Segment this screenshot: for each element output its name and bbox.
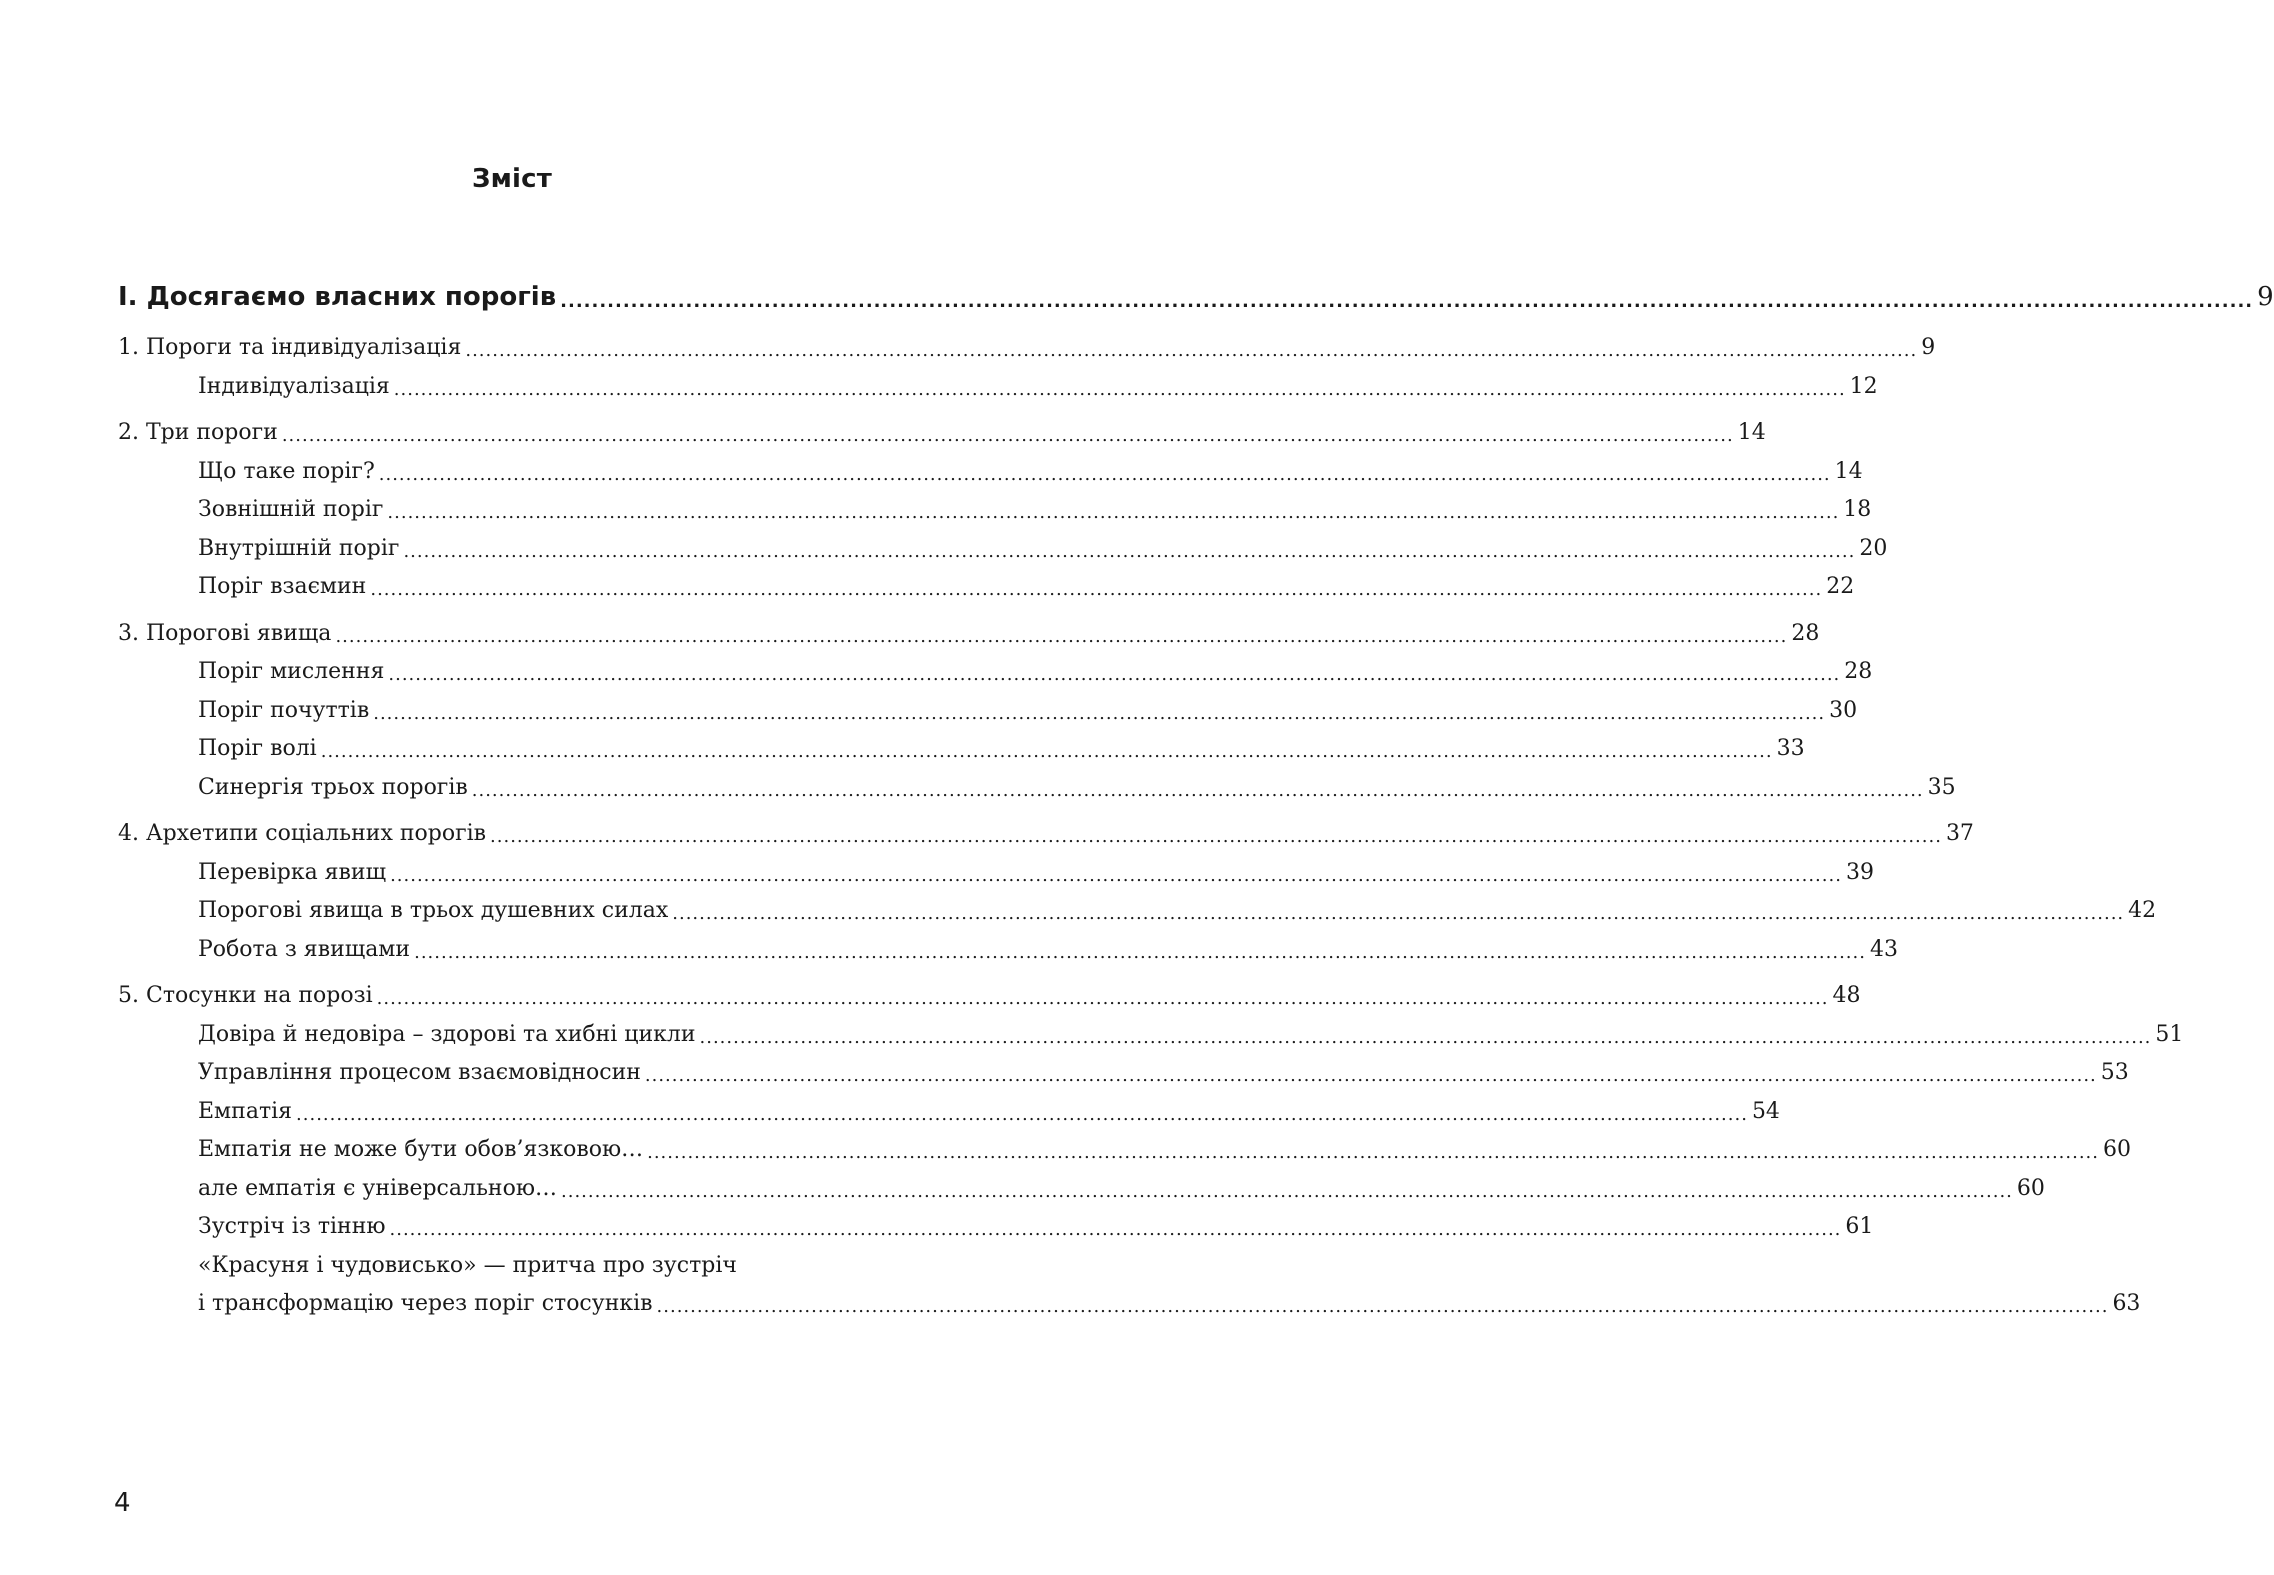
toc-page-number: 28 xyxy=(1791,620,1820,646)
toc-page-number: 48 xyxy=(1832,983,1861,1008)
toc-section[interactable] xyxy=(118,1208,1874,1247)
dot-leader xyxy=(560,280,2253,306)
toc-section[interactable] xyxy=(118,653,1873,692)
dot-leader xyxy=(403,533,1855,555)
toc-section-label: Поріг мислення xyxy=(198,659,385,684)
page-title: Зміст xyxy=(471,164,553,194)
dot-leader xyxy=(335,618,1787,640)
toc-section-label: Поріг почуттів xyxy=(198,697,370,723)
toc-section-label: Що таке поріг? xyxy=(198,458,375,484)
toc-page-number: 14 xyxy=(1834,458,1863,484)
dot-leader xyxy=(465,332,1917,354)
toc-page-number: 37 xyxy=(1945,821,1974,846)
dot-leader xyxy=(377,980,1829,1002)
toc-section-label: Перевірка явищ xyxy=(198,859,387,885)
toc-section-label: Довіра й недовіра – здорові та хибні цикли xyxy=(198,1021,696,1047)
toc-section-label: Поріг волі xyxy=(198,736,317,761)
dot-leader xyxy=(373,695,1825,717)
dot-leader xyxy=(321,733,1773,755)
toc-section-label: Управління процесом взаємовідносин xyxy=(198,1060,641,1085)
toc-section[interactable] xyxy=(118,1170,2045,1209)
toc-section[interactable] xyxy=(118,491,1872,530)
dot-leader xyxy=(647,1134,2099,1156)
toc-section-label: і трансформацію через поріг стосунків xyxy=(198,1291,653,1316)
toc-page-number: 12 xyxy=(1849,373,1878,399)
toc-chapter-4[interactable] xyxy=(118,815,1974,854)
toc-section[interactable] xyxy=(118,1054,2129,1093)
dot-leader xyxy=(657,1288,2109,1310)
page-number: 4 xyxy=(114,1488,131,1518)
toc-page-number: 14 xyxy=(1737,420,1766,445)
dot-leader xyxy=(645,1057,2097,1079)
toc-page-number: 51 xyxy=(2155,1021,2184,1047)
toc-section-label: Поріг взаємин xyxy=(198,574,367,599)
toc-chapter-2[interactable] xyxy=(118,414,1766,453)
toc-section[interactable] xyxy=(118,1016,2184,1055)
toc-chapter-label: 3. Порогові явища xyxy=(118,620,332,646)
dot-leader xyxy=(379,456,1831,478)
dot-leader xyxy=(490,818,1942,840)
dot-leader xyxy=(394,371,1846,393)
toc-page-number: 28 xyxy=(1844,659,1873,684)
toc-section-label: Порогові явища в трьох душевних силах xyxy=(198,898,669,923)
toc-section-label: Робота з явищами xyxy=(198,936,411,962)
toc-section[interactable] xyxy=(118,1131,2131,1170)
toc-page-number: 42 xyxy=(2128,898,2157,923)
toc-part-1[interactable] xyxy=(118,275,2274,319)
toc-section[interactable] xyxy=(118,453,1863,492)
toc-page-number: 43 xyxy=(1869,936,1898,962)
toc-page-number: 63 xyxy=(2112,1291,2141,1316)
toc-page-number: 60 xyxy=(2016,1175,2045,1201)
toc-page-number: 9 xyxy=(1921,335,1936,360)
dot-leader xyxy=(370,571,1822,593)
dot-leader xyxy=(387,494,1839,516)
toc-section[interactable] xyxy=(118,769,1956,808)
toc-section[interactable] xyxy=(118,368,1878,407)
dot-leader xyxy=(388,656,1840,678)
toc-chapter-label: 4. Архетипи соціальних порогів xyxy=(118,821,487,846)
toc-chapter-label: 2. Три пороги xyxy=(118,420,278,445)
toc-section[interactable] xyxy=(118,692,1858,731)
toc-section-label: Емпатія xyxy=(198,1098,293,1124)
toc-section[interactable] xyxy=(118,931,1898,970)
toc-chapter-label: 1. Пороги та індивідуалізація xyxy=(118,335,462,360)
toc-section[interactable] xyxy=(118,892,2157,931)
dot-leader xyxy=(561,1173,2013,1195)
toc-page-number: 61 xyxy=(1845,1214,1874,1239)
toc-page-number: 53 xyxy=(2100,1060,2129,1085)
toc-chapter-label: 5. Стосунки на порозі xyxy=(118,983,373,1008)
toc-chapter-3[interactable] xyxy=(118,615,1820,654)
toc-section[interactable] xyxy=(118,854,1874,893)
toc-page-number: 20 xyxy=(1859,535,1888,561)
toc-section-label: Синергія трьох порогів xyxy=(198,774,468,800)
toc-section-label: Зовнішній поріг xyxy=(198,497,384,522)
toc-chapter-1[interactable] xyxy=(118,329,1936,368)
toc-section-label: але емпатія є універсальною… xyxy=(198,1175,557,1201)
dot-leader xyxy=(390,857,1842,879)
dot-leader xyxy=(414,934,1866,956)
toc-section-label: Внутрішній поріг xyxy=(198,535,400,561)
toc-section[interactable] xyxy=(118,1285,2141,1324)
toc-page-number: 54 xyxy=(1751,1098,1780,1124)
toc-page-number: 35 xyxy=(1927,774,1956,800)
table-of-contents xyxy=(118,275,2274,1324)
dot-leader xyxy=(672,895,2124,917)
toc-page-number: 30 xyxy=(1829,697,1858,723)
toc-section-label-line1[interactable]: «Красуня і чудовисько» — притча про зустріч xyxy=(198,1252,737,1278)
toc-page-number: 22 xyxy=(1826,574,1855,599)
toc-page-number: 9 xyxy=(2257,282,2274,312)
toc-page-number: 39 xyxy=(1845,859,1874,885)
toc-section-label: Емпатія не може бути обов’язковою… xyxy=(198,1137,644,1162)
toc-part-label: І. Досягаємо власних порогів xyxy=(118,282,557,312)
toc-chapter-5[interactable] xyxy=(118,977,1861,1016)
dot-leader xyxy=(390,1211,1842,1233)
dot-leader xyxy=(282,417,1734,439)
toc-section-label: Індивідуалізація xyxy=(198,373,390,399)
dot-leader xyxy=(296,1096,1748,1118)
toc-section[interactable] xyxy=(118,1093,1780,1132)
dot-leader xyxy=(472,772,1924,794)
toc-section[interactable] xyxy=(118,568,1855,607)
toc-section[interactable] xyxy=(118,530,1888,569)
toc-section[interactable] xyxy=(118,730,1805,769)
toc-page-number: 33 xyxy=(1776,736,1805,761)
dot-leader xyxy=(700,1019,2152,1041)
toc-section-label: Зустріч із тінню xyxy=(198,1214,386,1239)
toc-page-number: 60 xyxy=(2103,1137,2131,1162)
toc-page-number: 18 xyxy=(1843,497,1872,522)
